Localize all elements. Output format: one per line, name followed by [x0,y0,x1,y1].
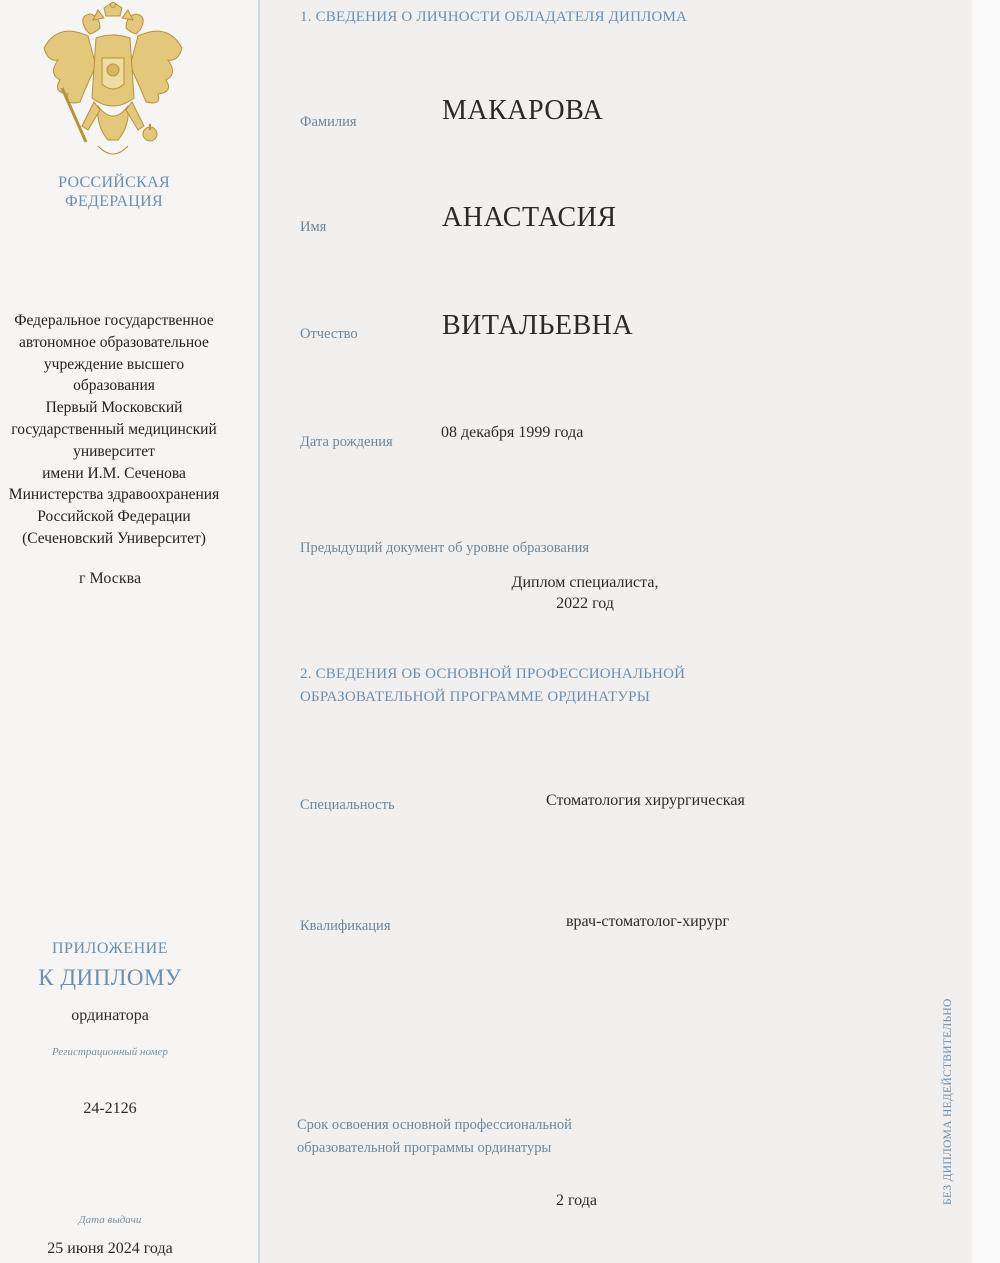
institution-line: Российской Федерации [37,508,191,526]
issue-date-label: Дата выдачи [78,1214,142,1226]
patronymic-label: Отчество [300,326,358,342]
right-panel [260,0,972,1263]
coat-of-arms-emblem [38,2,188,162]
institution-line: государственный медицинский [11,420,217,438]
country-name-line1: РОССИЙСКАЯ [58,174,170,191]
page-edge [972,0,1000,1263]
birth-date-value: 08 декабря 1999 года [441,424,584,441]
institution-name [0,310,248,550]
previous-document-line2: 2022 год [556,595,614,612]
institution-line: образования [73,377,155,395]
validity-note: БЕЗ ДИПЛОМА НЕДЕЙСТВИТЕЛЬНО [942,998,954,1205]
duration-label-line1: Срок освоения основной профессиональной [297,1117,572,1133]
institution-line: (Сеченовский Университет) [22,529,206,547]
duration-label-line2: образовательной программы ординатуры [297,1140,552,1156]
registration-number: 24-2126 [83,1100,137,1117]
previous-document-label: Предыдущий документ об уровне образования [300,540,590,556]
name-label: Имя [300,219,327,235]
birth-date-label: Дата рождения [300,434,393,450]
surname-value: МАКАРОВА [442,95,604,126]
surname-label: Фамилия [300,114,357,130]
qualification-value: врач-стоматолог-хирург [566,913,730,930]
institution-line: имени И.М. Сеченова [42,464,186,482]
city: г Москва [78,570,142,587]
country-name-line2: ФЕДЕРАЦИЯ [65,193,163,210]
institution-line: автономное образовательное [19,333,209,351]
previous-document-line1: Диплом специалиста, [511,574,659,591]
institution-line: учреждение высшего [43,355,185,373]
institution-line: университет [73,442,155,460]
appendix-title-line1: ПРИЛОЖЕНИЕ [51,940,168,957]
registration-number-label: Регистрационный номер [52,1046,168,1058]
institution-line: Министерства здравоохранения [8,486,220,504]
section1-heading: 1. СВЕДЕНИЯ О ЛИЧНОСТИ ОБЛАДАТЕЛЯ ДИПЛОМА [300,9,688,25]
patronymic-value: ВИТАЛЬЕВНА [442,310,634,341]
institution-line: Первый Московский [45,399,183,417]
specialty-value: Стоматология хирургическая [546,792,745,809]
institution-line: Федеральное государственное [14,312,214,329]
section2-heading-line1: 2. СВЕДЕНИЯ ОБ ОСНОВНОЙ ПРОФЕССИОНАЛЬНОЙ [300,666,686,682]
appendix-type: ординатора [71,1007,149,1024]
issue-date: 25 июня 2024 года [47,1240,173,1257]
specialty-label: Специальность [300,797,395,813]
duration-value: 2 года [556,1192,597,1209]
section2-heading-line2: ОБРАЗОВАТЕЛЬНОЙ ПРОГРАММЕ ОРДИНАТУРЫ [300,689,650,705]
appendix-title-line2: К ДИПЛОМУ [38,965,182,990]
qualification-label: Квалификация [300,918,391,934]
name-value: АНАСТАСИЯ [442,202,617,233]
